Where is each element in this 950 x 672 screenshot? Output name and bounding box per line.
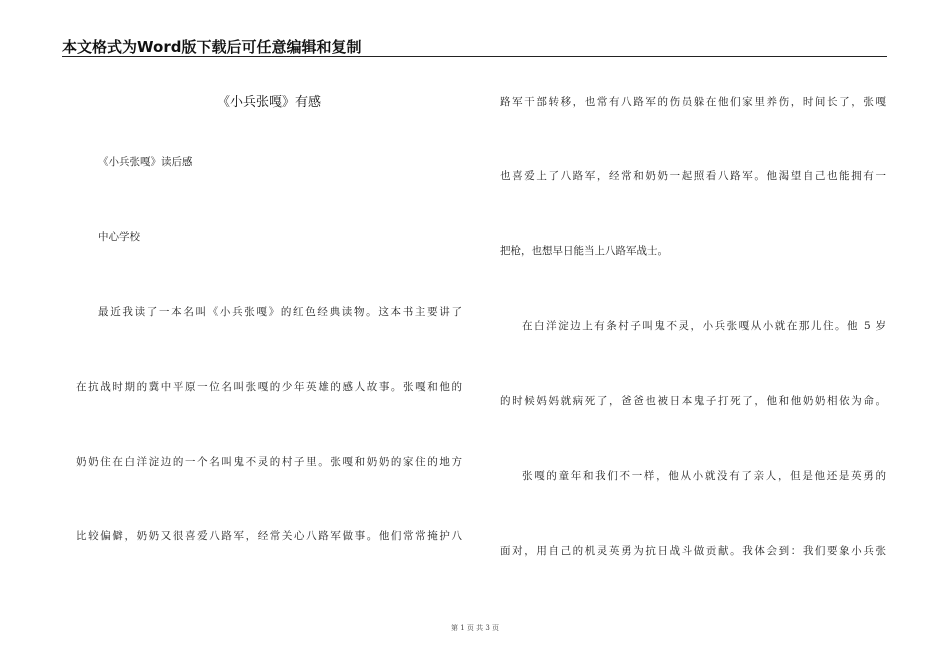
paragraph-line: 在白洋淀边上有条村子叫鬼不灵，小兵张嘎从小就在那儿住。他 5 岁 — [522, 320, 886, 332]
paragraph-line: 在抗战时期的冀中平原一位名叫张嘎的少年英雄的感人故事。张嘎和他的 — [76, 381, 462, 393]
paragraph-line: 比较偏僻，奶奶又很喜爱八路军，经常关心八路军做事。他们常常掩护八 — [76, 530, 462, 542]
paragraph-line: 把枪，也想早日能当上八路军战士。 — [500, 245, 668, 257]
document-banner: 本文格式为Word版下载后可任意编辑和复制 — [62, 38, 362, 56]
paragraph-line: 也喜爱上了八路军，经常和奶奶一起照看八路军。他渴望自己也能拥有一 — [500, 170, 886, 182]
paragraph-line: 奶奶住在白洋淀边的一个名叫鬼不灵的村子里。张嘎和奶奶的家住的地方 — [76, 456, 462, 468]
subtitle-line: 《小兵张嘎》读后感 — [98, 156, 193, 168]
document-title: 《小兵张嘎》有感 — [216, 95, 321, 110]
paragraph-line: 最近我读了一本名叫《小兵张嘎》的红色经典读物。这本书主要讲了 — [98, 306, 462, 318]
header-divider — [62, 56, 887, 57]
page-number: 第 1 页 共 3 页 — [450, 624, 500, 632]
paragraph-line: 张嘎的童年和我们不一样，他从小就没有了亲人，但是他还是英勇的 — [522, 470, 886, 482]
author-line: 中心学校 — [98, 231, 140, 243]
paragraph-line: 面对，用自己的机灵英勇为抗日战斗做贡献。我体会到：我们要象小兵张 — [500, 545, 886, 557]
paragraph-line: 路军干部转移，也常有八路军的伤员躲在他们家里养伤，时间长了，张嘎 — [500, 96, 886, 108]
paragraph-line: 的时候妈妈就病死了，爸爸也被日本鬼子打死了，他和他奶奶相依为命。 — [500, 395, 886, 407]
